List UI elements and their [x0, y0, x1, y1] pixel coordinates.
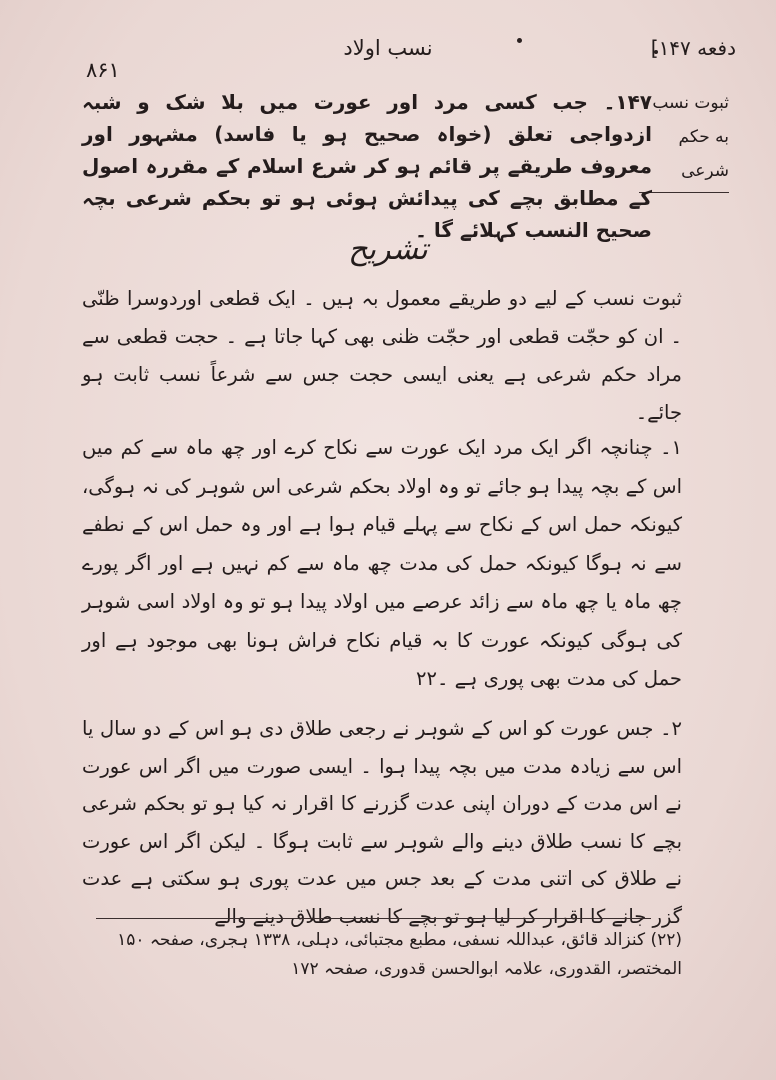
section-number: دفعه ۱۴۷]: [650, 36, 736, 60]
page-number: ۸۶۱: [86, 58, 120, 82]
section-heading: تشریح: [348, 232, 428, 267]
footnote-divider: [96, 918, 651, 919]
paragraph: ۱۔ چنانچہ اگر ایک مرد ایک عورت سے نکاح کرے اور چھ ماہ سے کم میں اس کے بچہ پیدا ہو جائے تو وہ اولاد بحکم شرعی اس شوہر کی نہ ہوگی، کیونکہ حمل اس کے نکاح سے پہلے قیام ہوا ہے اور وہ حمل اس کے نطفے سے نہ ہوگا کیونکہ حمل کی مدت چھ ماہ سے کم نہیں ہے اور اگر پورے چھ ماہ یا چھ ماہ سے زائد عرصے میں اولاد پیدا ہو تو وہ اولاد اسی شوہر کی ہوگی کیونکہ عورت کا بہ قیام نکاح فراش ہونا بھی موجود ہے اور حمل کی مدت بھی پوری ہے ۔۲۲: [82, 436, 682, 690]
ink-dot: [517, 38, 522, 43]
page-title: نسب اولاد: [343, 36, 433, 60]
margin-note: [639, 86, 729, 193]
footnote-line: (۲۲) کنزالد قائق، عبداللہ نسفی، مطبع مجتبائی، دہلی، ۱۳۳۸ ہجری، صفحہ ۱۵۰: [117, 930, 682, 950]
margin-note-line: به حکم شرعی: [678, 127, 729, 181]
paragraph: ثبوت نسب کے لیے دو طریقے معمول بہ ہیں ۔ ایک قطعی اوردوسرا ظنّی ۔ ان کو حجّت قطعی اور حجّت ظنی بھی کہا جاتا ہے ۔ حجت قطعی سے مراد حکم شرعی ہے یعنی ایسی حجت جس سے شرعاً نسب ثابت ہو جائے۔: [82, 287, 682, 424]
margin-note-line: ثبوت نسب: [652, 93, 729, 113]
footnote-line: المختصر، القدوری، علامہ ابوالحسن قدوری، صفحہ ۱۷۲: [291, 959, 682, 979]
clause-text: ۱۴۷۔ جب کسی مرد اور عورت میں بلا شک و شبہ ازدواجی تعلق (خواہ صحیح ہو یا فاسد) مشہور اور معروف طریقے پر قائم ہو کر شرع اسلام کے مقررہ اصول کے مطابق بچے کی پیدائش ہوئی ہو تو بحکم شرعی بچہ صحیح النسب کہلائے گا ۔: [82, 90, 652, 242]
footnote: [92, 926, 682, 984]
paragraph: ۲۔ جس عورت کو اس کے شوہر نے رجعی طلاق دی ہو اس کے دو سال یا اس سے زیادہ مدت میں بچہ پیدا ہوا ۔ ایسی صورت میں اگر اس عورت نے اس مدت کے دوران اپنی عدت گزرنے کا اقرار نہ کیا ہو تو بحکم شرعی بچے کا نسب طلاق دینے والے شوہر سے ثابت ہوگا ۔ لیکن اگر اس عورت نے طلاق کی اتنی مدت کے بعد جس میں عدت پوری ہو سکتی ہے عدت گزر جانے کا اقرار کر لیا ہو تو بچے کا نسب طلاق دینے والے: [82, 717, 682, 928]
